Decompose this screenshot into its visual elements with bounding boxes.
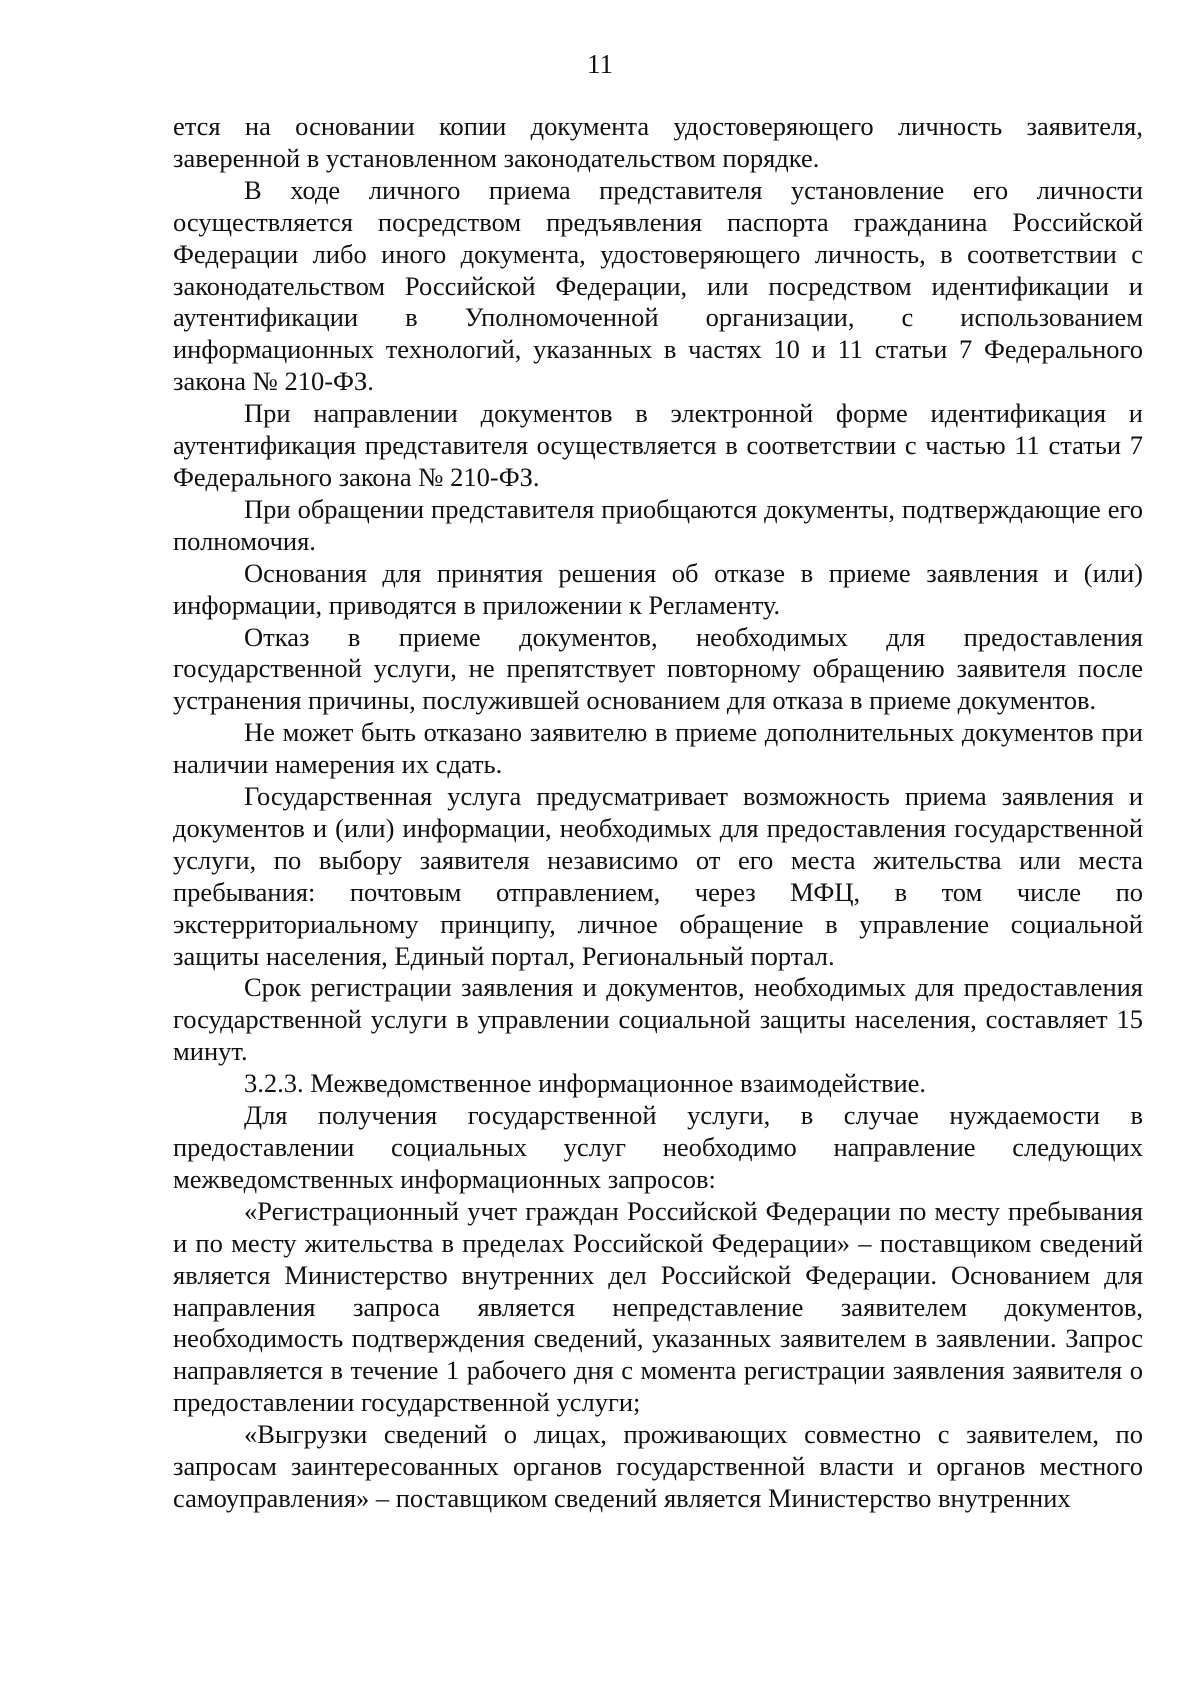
paragraph-refusal-no-obstacle: Отказ в приеме документов, необходимых для предоставления государственной услуги, не препятствует повторному обращению заявителя после устранения причины, послужившей основанием для отказа в приеме документов.: [173, 621, 1143, 716]
paragraph-cohabitants-data: «Выгрузки сведений о лицах, проживающих совместно с заявителем, по запросам заинтересованных органов государственной власти и органов местного самоуправления» – поставщиком сведений является Министерство внутренних: [173, 1419, 1143, 1513]
paragraph-electronic-submission: При направлении документов в электронной форме идентификация и аутентификация представителя осуществляется в соответствии с частью 11 статьи 7 Федерального закона № 210-ФЗ.: [173, 398, 1143, 492]
paragraph-continuation: ется на основании копии документа удостоверяющего личность заявителя, заверенной в установленном законодательством порядке.: [173, 111, 1143, 173]
paragraph-refusal-grounds: Основания для принятия решения об отказе в приеме заявления и (или) информации, приводятся в приложении к Регламенту.: [173, 557, 1143, 620]
paragraph-submission-methods: Государственная услуга предусматривает возможность приема заявления и документов и (или) информации, необходимых для предоставления государственной услуги, по выбору заявителя независимо от его места жительства или места пребывания: почтовым отправлением, через МФЦ, в том числе по экстерриториальному принципу, личное обращение в управление социальной защиты населения, Единый портал, Региональный портал.: [173, 781, 1143, 971]
section-heading-3-2-3: 3.2.3. Межведомственное информационное взаимодействие.: [244, 1068, 927, 1099]
paragraph-interagency-requests: Для получения государственной услуги, в случае нуждаемости в предоставлении социальных услуг необходимо направление следующих межведомственных информационных запросов:: [173, 1100, 1143, 1194]
paragraph-registration-record: «Регистрационный учет граждан Российской Федерации по месту пребывания и по месту жительства в пределах Российской Федерации» – поставщиком сведений является Министерство внутренних дел Российской Федерации. Основанием для направления запроса является непредставление заявителем документов, необходимость подтверждения сведений, указанных заявителем в заявлении. Запрос направляется в течение 1 рабочего дня с момента регистрации заявления заявителя о предоставлении государственной услуги;: [173, 1195, 1143, 1418]
page-number: 11: [587, 49, 613, 79]
paragraph-identity-verification: В ходе личного приема представителя установление его личности осуществляется посредством предъявления паспорта гражданина Российской Федерации либо иного документа, удостоверяющего личность, в соответствии с законодательством Российской Федерации, или посредством идентификации и аутентификации в Уполномоченной организации, с использованием информационных технологий, указанных в частях 10 и 11 статьи 7 Федерального закона № 210-ФЗ.: [173, 174, 1143, 397]
document-body: [173, 111, 1143, 1515]
paragraph-additional-documents: Не может быть отказано заявителю в приеме дополнительных документов при наличии намерения их сдать.: [173, 717, 1143, 780]
paragraph-registration-term: Срок регистрации заявления и документов, необходимых для предоставления государственной услуги в управлении социальной защиты населения, составляет 15 минут.: [173, 972, 1143, 1067]
paragraph-representative-documents: При обращении представителя приобщаются документы, подтверждающие его полномочия.: [173, 493, 1143, 556]
